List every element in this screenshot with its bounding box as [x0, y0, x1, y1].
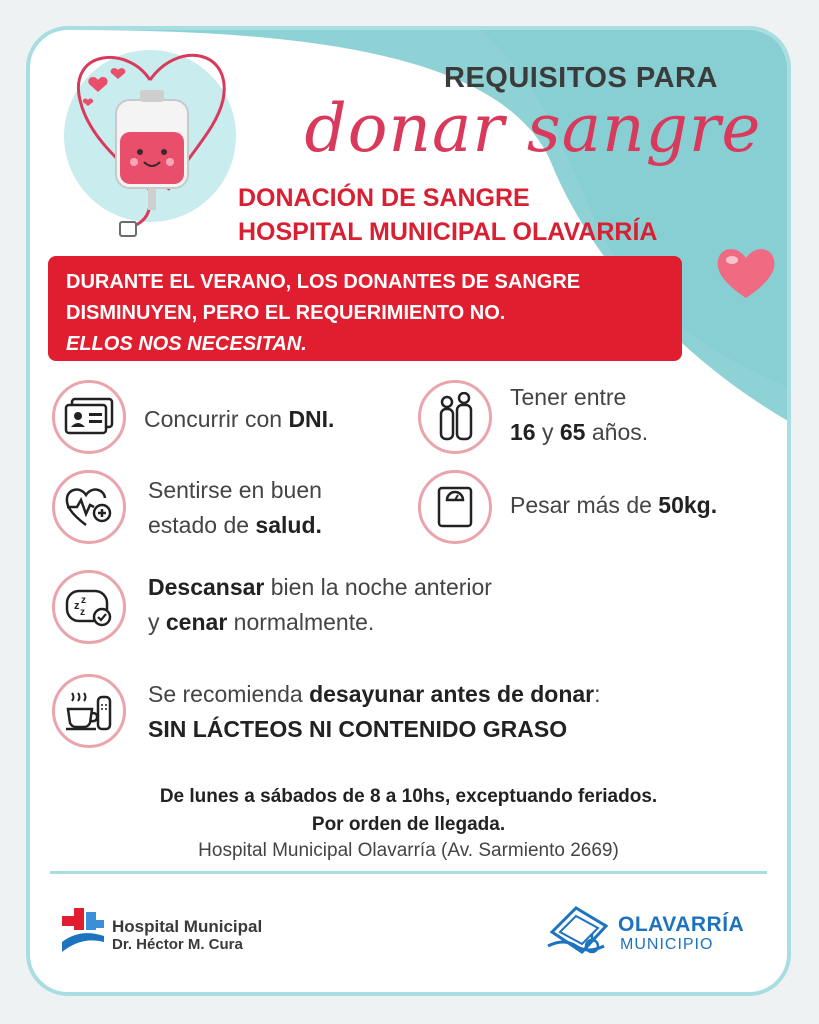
req-age-post: años.	[585, 419, 649, 445]
req-rest-line2	[148, 605, 492, 640]
req-weight-pre: Pesar más de	[510, 492, 659, 518]
svg-text:z: z	[74, 600, 80, 612]
req-health-pre: estado de	[148, 512, 256, 538]
req-age-text	[510, 380, 648, 450]
municipality-name: OLAVARRÍA	[618, 913, 745, 936]
req-health-bold: salud.	[255, 512, 322, 538]
heart-pulse-icon	[64, 485, 114, 529]
scale-icon-circle	[418, 470, 492, 544]
req-breakfast-text	[148, 677, 601, 747]
coffee-icon	[64, 689, 114, 733]
req-age-mid: y	[535, 419, 560, 445]
req-health-text	[148, 473, 322, 543]
req-breakfast-colon: :	[594, 681, 601, 707]
req-breakfast-line2: SIN LÁCTEOS NI CONTENIDO GRASO	[148, 716, 568, 742]
req-rest-pre2: y	[148, 609, 166, 635]
req-dni-bold: DNI.	[288, 406, 335, 432]
req-rest-bold2: cenar	[165, 609, 228, 635]
coffee-icon-circle	[52, 674, 126, 748]
summer-banner	[48, 256, 682, 361]
req-age-max: 65	[559, 419, 586, 445]
req-rest-bold1: Descansar	[148, 574, 265, 600]
schedule-text: De lunes a sábados de 8 a 10hs, exceptuando feriados.	[159, 786, 658, 807]
req-health-line2	[148, 508, 322, 543]
id-card-icon	[64, 397, 114, 437]
blood-bag-illustration	[58, 40, 248, 240]
heart-icon	[714, 244, 778, 302]
hospital-name: Hospital Municipal	[112, 917, 263, 936]
req-rest-text	[148, 570, 492, 640]
address-text: Hospital Municipal Olavarría (Av. Sarmiento 2669)	[198, 840, 619, 861]
req-rest-post2: normalmente.	[227, 609, 375, 635]
req-breakfast-line1	[148, 677, 601, 712]
poster-card	[26, 26, 791, 996]
req-breakfast-bold: desayunar antes de donar	[309, 681, 595, 707]
banner-line-3: ELLOS NOS NECESITAN.	[66, 333, 307, 355]
hospital-logo-icon	[60, 906, 106, 958]
req-health-line1: Sentirse en buen	[148, 477, 322, 503]
people-icon-circle	[418, 380, 492, 454]
banner-line-1: DURANTE EL VERANO, LOS DONANTES DE SANGRE	[66, 271, 581, 293]
req-age-line2	[510, 415, 648, 450]
id-card-icon-circle	[52, 380, 126, 454]
subtitle-hospital: HOSPITAL MUNICIPAL OLAVARRÍA	[238, 218, 658, 246]
banner-line-2: DISMINUYEN, PERO EL REQUERIMIENTO NO.	[66, 302, 506, 324]
req-rest-line1	[148, 570, 492, 605]
sleep-icon	[64, 587, 114, 627]
req-dni-pre: Concurrir con	[144, 406, 289, 432]
hospital-subname: Dr. Héctor M. Cura	[112, 936, 243, 953]
people-icon	[435, 392, 475, 442]
req-age-min: 16	[510, 419, 536, 445]
heart-pulse-icon-circle	[52, 470, 126, 544]
footer-divider	[50, 871, 767, 874]
svg-text:z: z	[80, 607, 85, 618]
req-breakfast-pre: Se recomienda	[148, 681, 310, 707]
title-requisitos: REQUISITOS PARA	[444, 62, 718, 94]
municipality-subname: MUNICIPIO	[620, 936, 714, 953]
order-text: Por orden de llegada.	[311, 814, 506, 835]
svg-text:z: z	[81, 595, 86, 606]
req-weight-text	[510, 488, 717, 523]
subtitle-donacion: DONACIÓN DE SANGRE	[238, 184, 530, 212]
sleep-icon-circle	[52, 570, 126, 644]
req-rest-post1: bien la noche anterior	[264, 574, 492, 600]
req-dni-text	[144, 402, 334, 437]
scale-icon	[435, 485, 475, 529]
req-age-line1: Tener entre	[510, 384, 627, 410]
title-donar-sangre: donar sangre	[304, 90, 762, 167]
req-weight-bold: 50kg.	[658, 492, 718, 518]
municipality-logo-icon	[546, 902, 614, 962]
